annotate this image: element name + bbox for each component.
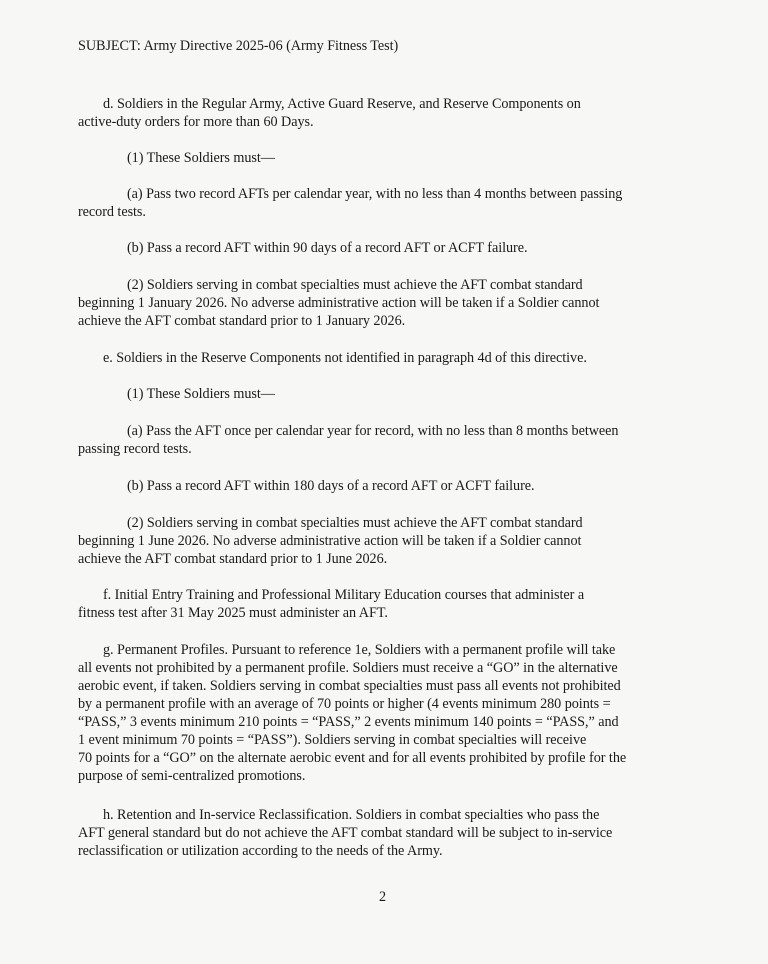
paragraph-line: g. Permanent Profiles. Pursuant to reference 1e, Soldiers with a permanent profile will take <box>103 642 616 658</box>
paragraph-line: (b) Pass a record AFT within 180 days of a record AFT or ACFT failure. <box>127 478 535 494</box>
paragraph-line: 70 points for a “GO” on the alternate aerobic event and for all events prohibited by profile for the <box>78 750 627 766</box>
paragraph-line: e. Soldiers in the Reserve Components not identified in paragraph 4d of this directive. <box>103 350 587 366</box>
paragraph-line: reclassification or utilization according to the needs of the Army. <box>78 843 443 859</box>
paragraph-line: aerobic event, if taken. Soldiers serving in combat specialties must pass all events not prohibited <box>78 678 621 694</box>
paragraph-line: record tests. <box>78 204 146 220</box>
paragraph-line: (2) Soldiers serving in combat specialties must achieve the AFT combat standard <box>127 515 583 531</box>
paragraph-line: (1) These Soldiers must— <box>127 386 275 402</box>
paragraph-line: achieve the AFT combat standard prior to 1 January 2026. <box>78 313 406 329</box>
paragraph-line: passing record tests. <box>78 441 192 457</box>
paragraph-line: (1) These Soldiers must— <box>127 150 275 166</box>
paragraph-line: (a) Pass the AFT once per calendar year for record, with no less than 8 months between <box>127 423 619 439</box>
paragraph-line: d. Soldiers in the Regular Army, Active Guard Reserve, and Reserve Components on <box>103 96 581 112</box>
paragraph-line: achieve the AFT combat standard prior to 1 June 2026. <box>78 551 388 567</box>
paragraph-line: purpose of semi-centralized promotions. <box>78 768 306 784</box>
paragraph-line: by a permanent profile with an average of 70 points or higher (4 events minimum 280 points = <box>78 696 611 712</box>
page-number: 2 <box>379 889 387 905</box>
paragraph-line: (2) Soldiers serving in combat specialties must achieve the AFT combat standard <box>127 277 583 293</box>
paragraph-line: beginning 1 June 2026. No adverse administrative action will be taken if a Soldier cannot <box>78 533 582 549</box>
paragraph-line: f. Initial Entry Training and Professional Military Education courses that administer a <box>103 587 585 603</box>
paragraph-line: active-duty orders for more than 60 Days. <box>78 114 314 130</box>
paragraph-line: AFT general standard but do not achieve the AFT combat standard will be subject to in-service <box>78 825 613 841</box>
paragraph-line: “PASS,” 3 events minimum 210 points = “PASS,” 2 events minimum 140 points = “PASS,” and <box>78 714 619 730</box>
paragraph-line: h. Retention and In-service Reclassification. Soldiers in combat specialties who pass the <box>103 807 600 823</box>
subject-line: SUBJECT: Army Directive 2025-06 (Army Fitness Test) <box>78 38 399 54</box>
paragraph-line: fitness test after 31 May 2025 must administer an AFT. <box>78 605 388 621</box>
paragraph-line: (b) Pass a record AFT within 90 days of a record AFT or ACFT failure. <box>127 240 528 256</box>
paragraph-line: (a) Pass two record AFTs per calendar year, with no less than 4 months between passing <box>127 186 623 202</box>
paragraph-line: 1 event minimum 70 points = “PASS”). Soldiers serving in combat specialties will receive <box>78 732 587 748</box>
paragraph-line: beginning 1 January 2026. No adverse administrative action will be taken if a Soldier cannot <box>78 295 600 311</box>
paragraph-line: all events not prohibited by a permanent profile. Soldiers must receive a “GO” in the alternative <box>78 660 618 676</box>
